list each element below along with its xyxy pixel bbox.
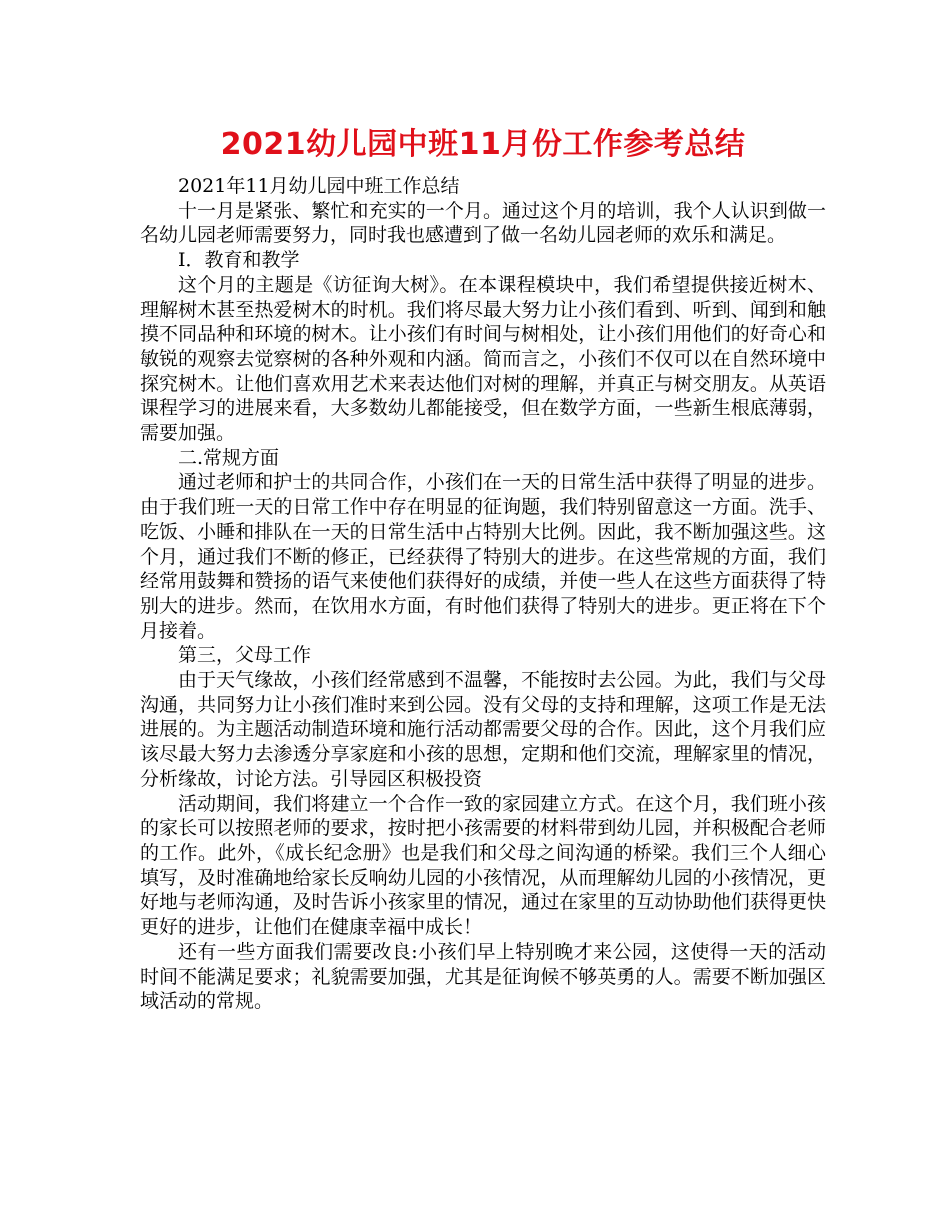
body-paragraph-education: 这个月的主题是《访征询大树》。在本课程模块中，我们希望提供接近树木、理解树木甚至热爱树木的时机。我们将尽最大努力让小孩们看到、听到、闻到和触摸不同品种和环境的树木。让小孩们有时间与树相处，让小孩们用他们的好奇心和敏锐的观察去觉察树的各种外观和内涵。简而言之，小孩们不仅可以在自然环境中探究树木。让他们喜欢用艺术来表达他们对树的理解，并真正与树交朋友。从英语课程学习的进展来看，大多数幼儿都能接受，但在数学方面，一些新生根底薄弱，需要加强。	[140, 273, 826, 445]
subtitle-line: 2021年11月幼儿园中班工作总结	[178, 175, 460, 197]
body-paragraph-parents: 由于天气缘故，小孩们经常感到不温馨，不能按时去公园。为此，我们与父母沟通，共同努力让小孩们准时来到公园。没有父母的支持和理解，这项工作是无法进展的。为主题活动制造环境和施行活动都需要父母的合作。因此，这个月我们应该尽最大努力去渗透分享家庭和小孩的思想，定期和他们交流，理解家里的情况，分析缘故，讨论方法。引导园区积极投资	[140, 669, 826, 790]
body-paragraph-intro: 十一月是紧张、繁忙和充实的一个月。通过这个月的培训，我个人认识到做一名幼儿园老师需要努力，同时我也感遭到了做一名幼儿园老师的欢乐和满足。	[140, 199, 826, 247]
body-paragraph-activities: 活动期间，我们将建立一个合作一致的家园建立方式。在这个月，我们班小孩的家长可以按照老师的要求，按时把小孩需要的材料带到幼儿园，并积极配合老师的工作。此外，《成长纪念册》也是我们和父母之间沟通的桥梁。我们三个人细心填写，及时准确地给家长反响幼儿园的小孩情况，从而理解幼儿园的小孩情况，更好地与老师沟通，及时告诉小孩家里的情况，通过在家里的互动协助他们获得更快更好的进步，让他们在健康幸福中成长！	[140, 792, 826, 939]
document-title: 2021幼儿园中班11月份工作参考总结	[220, 127, 746, 162]
document-page	[140, 122, 826, 1014]
section-heading-parents: 第三，父母工作	[178, 644, 312, 667]
section-heading-routine: 二.常规方面	[178, 446, 280, 469]
body-paragraph-routine: 通过老师和护士的共同合作，小孩们在一天的日常生活中获得了明显的进步。由于我们班一天的日常工作中存在明显的征询题，我们特别留意这一方面。洗手、吃饭、小睡和排队在一天的日常生活中占特别大比例。因此，我不断加强这些。这个月，通过我们不断的修正，已经获得了特别大的进步。在这些常规的方面，我们经常用鼓舞和赞扬的语气来使他们获得好的成绩，并使一些人在这些方面获得了特别大的进步。然而，在饮用水方面，有时他们获得了特别大的进步。更正将在下个月接着。	[140, 471, 826, 642]
section-heading-education: Ⅰ．教育和教学	[178, 249, 300, 272]
body-paragraph-improvements: 还有一些方面我们需要改良:小孩们早上特别晚才来公园，这使得一天的活动时间不能满足要求；礼貌需要加强，尤其是征询候不够英勇的人。需要不断加强区域活动的常规。	[140, 940, 826, 1013]
